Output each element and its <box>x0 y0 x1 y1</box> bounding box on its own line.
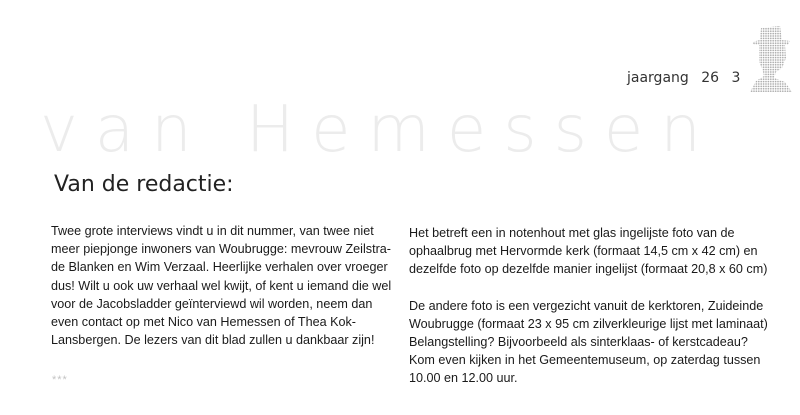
right-column <box>409 222 771 406</box>
issue-label: jaargang <box>627 70 689 86</box>
right-paragraph: Het betreft een in notenhout met glas ingelijste foto van de ophaalbrug met Hervormde kerk (formaat 14,5 cm x 42 cm) en dezelfde foto op dezelfde manier ingelijst (formaat 20,8 x 60 cm) <box>409 226 768 277</box>
issue-volume: 26 <box>701 70 720 86</box>
left-paragraph: Twee grote interviews vindt u in dit nummer, van twee niet meer piepjonge inwoners van Woubrugge: mevrouw Zeilstra-de Blanken en Wim Verzaal. Heerlijke verhalen over vroeger dus! Wilt u ook uw verhaal wel kwijt, of kent u iemand die wel voor de Jacobsladder geïnterviewd wil worden, neem dan even contact op met Nico van Hemessen of Thea Kok-Lansbergen. De lezers van dit blad zullen u dankbaar zijn! <box>51 224 392 348</box>
article-title: Van de redactie: <box>54 172 234 197</box>
issue-info <box>627 70 748 86</box>
right-paragraph: De andere foto is een vergezicht vanuit de kerktoren, Zuideinde Woubrugge (formaat 23 x 95 cm zilverkleurige lijst met laminaat) Belangstelling? Bijvoorbeeld als sinterklaas- of kerstcadeau? Kom even kijken in het Gemeentemuseum, op zaterdag tussen 10.00 en 12.00 uur. <box>409 298 768 386</box>
hat-profile-icon <box>748 18 792 92</box>
section-separator: *** <box>52 374 68 386</box>
masthead-title: van Hemessen <box>40 93 718 167</box>
left-column <box>51 222 396 367</box>
issue-number: 3 <box>731 70 741 86</box>
